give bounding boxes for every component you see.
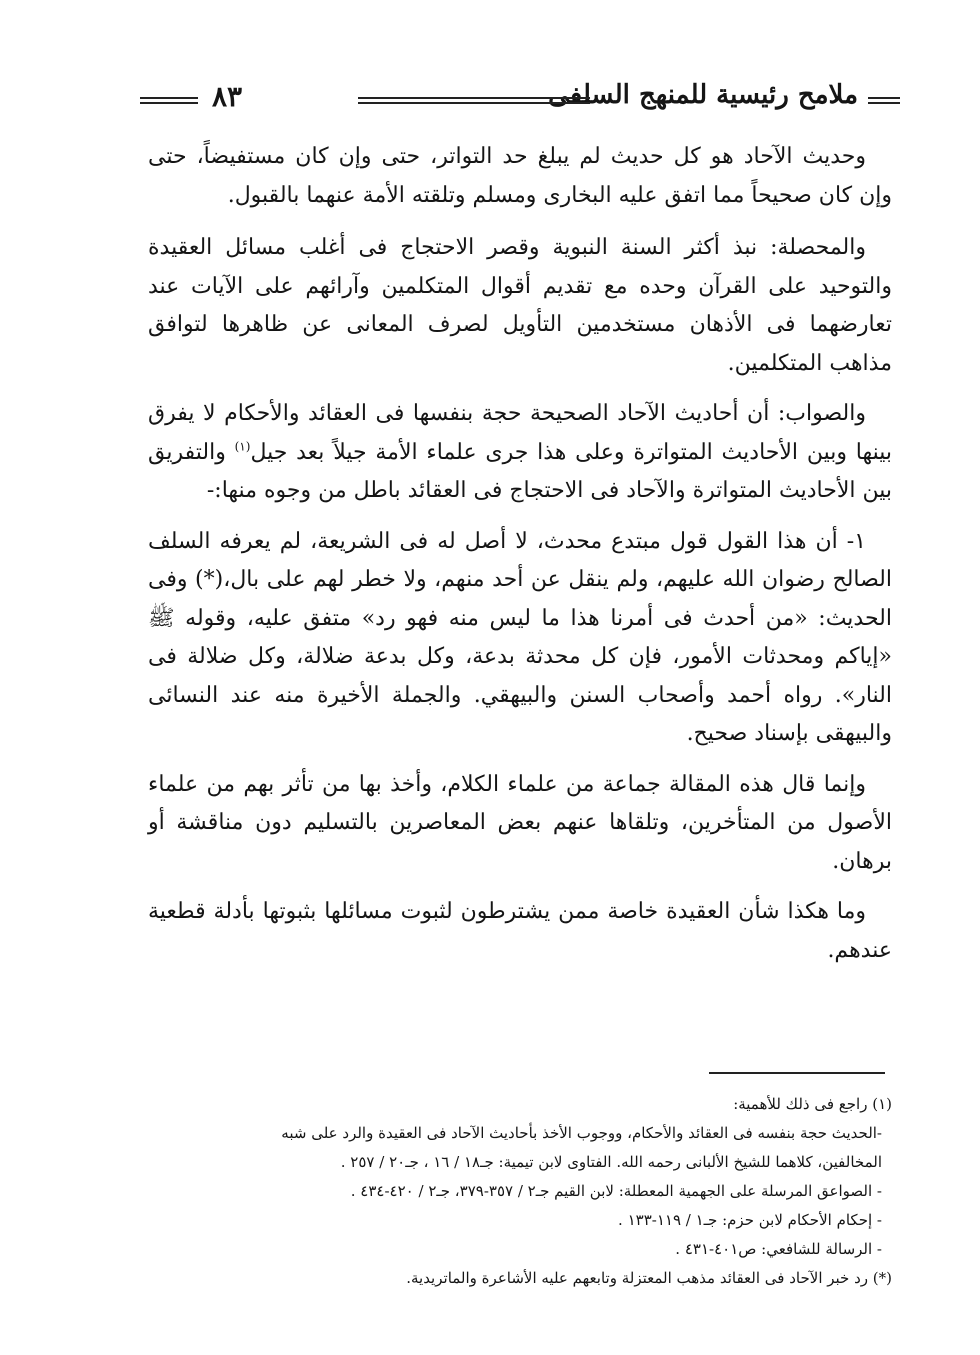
correct-view-text: والصواب: أن أحاديث الآحاد الصحيحة حجة بنفسها فى العقائد والأحكام لا يفرق بينها وبين الأحاديث المتواترة وعلى هذا جرى علماء الأمة جيلاً بعد جيل xyxy=(148,401,892,465)
footnote-asterisk: (*) رد خبر الآحاد فى العقائد مذهب المعتزلة وتابعهم عليه الأشاعرة والماتريدية. xyxy=(406,1269,892,1287)
running-header xyxy=(140,80,900,120)
header-rule-middle xyxy=(358,97,590,104)
running-header-title: ملامح رئيسية للمنهج السلفى xyxy=(548,80,858,110)
correct-view-text-cont: والتفريق بين الأحاديث المتواترة والآحاد فى الاحتجاج فى العقائد باطل من وجوه منها:- xyxy=(148,439,892,503)
paragraph-aqida: وما هكذا شأن العقيدة خاصة ممن يشترطون لثبوت مسائلها بثبوتها بأدلة قطعية عندهم. xyxy=(148,899,892,963)
footnote-line: - الصواعق المرسلة على الجهمية المعطلة: لابن القيم جـ٢ / ٣٥٧-٣٧٩، جـ٢ / ٤٢٠-٤٣٤ . xyxy=(350,1182,882,1200)
paragraph-kalam-scholars: وإنما قال هذه المقالة جماعة من علماء الكلام، وأخذ بها من تأثر بهم من علماء الأصول من المتأخرين، وتلقاها عنهم بعض المعاصرين بالتسليم دون مناقشة أو برهان. xyxy=(148,771,892,874)
footnote-line: - الرسالة للشافعي: ص٤٠١-٤٣١ . xyxy=(675,1240,882,1258)
paragraph-outcome: والمحصلة: نبذ أكثر السنة النبوية وقصر الاحتجاج فى أغلب مسائل العقيدة والتوحيد على القرآن وحده مع تقديم أقوال المتكلمين وآرائهم على الآيات عند تعارضهما فى الأذهان مستخدمين التأويل لصرف المعانى عن ظاهرها لتوافق مذاهب المتكلمين. xyxy=(148,235,892,376)
footnote-line: - إحكام الأحكام لابن حزم: جـ١ / ١١٩-١٣٣ . xyxy=(618,1211,882,1229)
header-rule-left xyxy=(140,97,198,104)
main-text xyxy=(148,138,892,982)
paragraph-point-one: ١- أن هذا القول قول مبتدع محدث، لا أصل له فى الشريعة، لم يعرفه السلف الصالح رضوان الله عليهم، ولم ينقل عن أحد منهم، ولا خطر لهم على بال،(*) وفى الحديث: «من أحدث فى أمرنا هذا ما ليس منه فهو رد» متفق عليه، وقوله ﷺ «إياكم ومحدثات الأمور، فإن كل محدثة بدعة، وكل بدعة ضلالة، وكل ضلالة فى النار». رواه أحمد وأصحاب السنن والبيهقي. والجملة الأخيرة منه عند النسائى والبيهقى بإسناد صحيح. xyxy=(148,528,892,746)
footnote-line: -الحديث حجة بنفسه فى العقائد والأحكام، ووجوب الأخذ بأحاديث الآحاد فى العقيدة والرد على شبه xyxy=(281,1124,882,1142)
page-number: ٨٣ xyxy=(212,80,243,113)
header-rule-right xyxy=(868,97,900,104)
footnote-ref-1: (١) xyxy=(234,439,251,454)
paragraph-ahad-definition: وحديث الآحاد هو كل حديث لم يبلغ حد التواتر، حتى وإن كان مستفيضاً، حتى وإن كان صحيحاً مما اتفق عليه البخارى ومسلم وتلقته الأمة عنهما بالقبول. xyxy=(148,144,892,208)
footnote-heading: (١) راجع فى ذلك للأهمية: xyxy=(733,1095,892,1113)
footnotes xyxy=(140,1090,892,1293)
footnote-line: المخالفين، كلاهما للشيخ الألبانى رحمه الله. الفتاوى لابن تيمية: جـ١٨ / ١٦ ، جـ٢٠ / ٢٥٧ . xyxy=(340,1153,882,1171)
footnote-separator xyxy=(709,1072,885,1074)
paragraph-correct-view xyxy=(148,395,892,511)
